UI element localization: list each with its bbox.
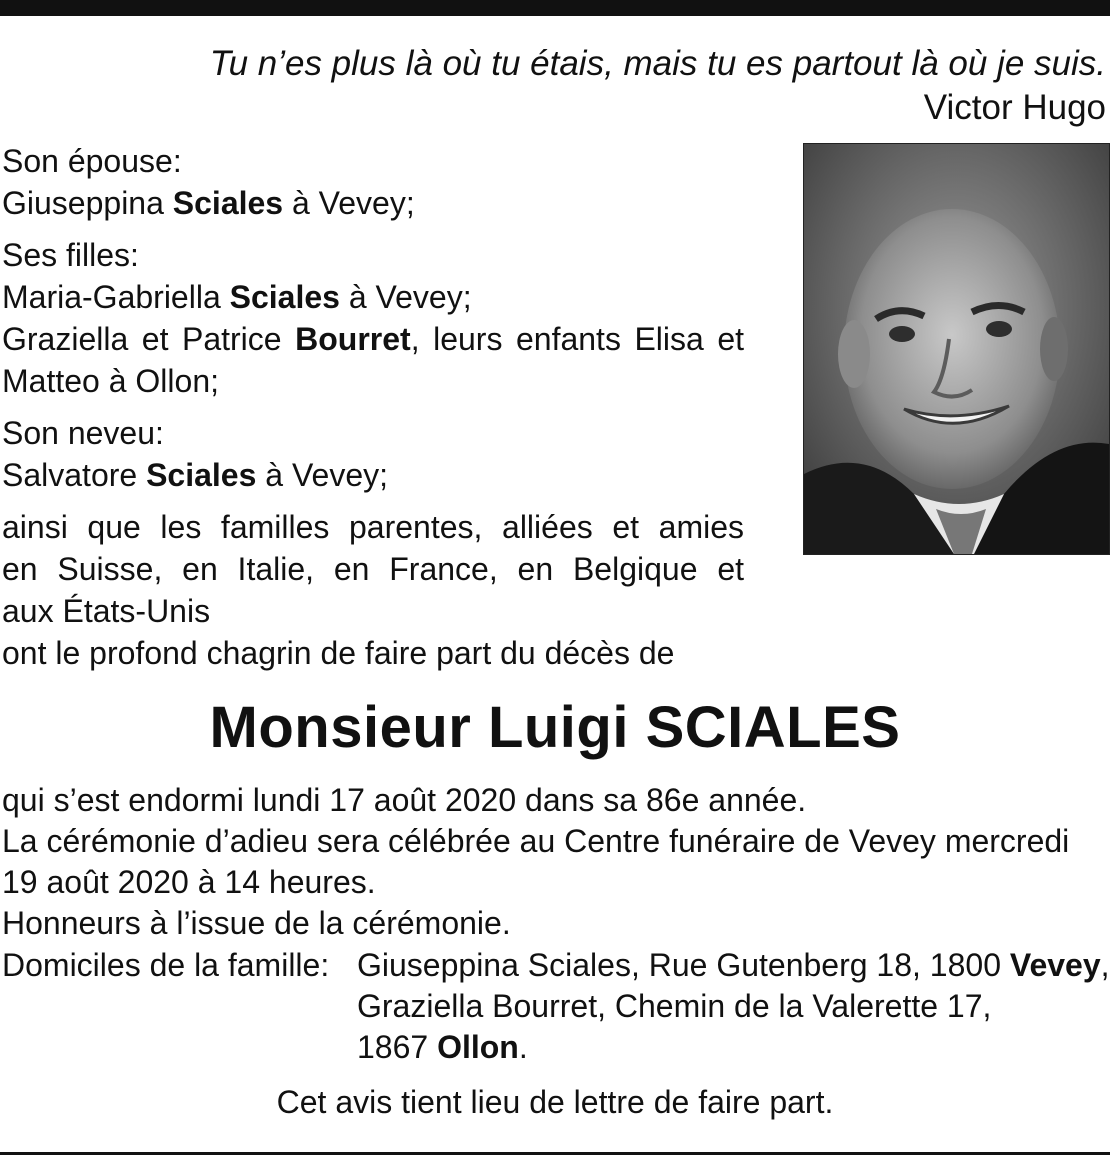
spouse-group [2, 140, 744, 224]
announce-line: ont le profond chagrin de faire part du décès de [2, 635, 675, 671]
nephew-first: Salvatore [2, 457, 138, 493]
address3-text: 1867 [357, 1029, 438, 1065]
details-line4: Honneurs à l’issue de la cérémonie. [2, 905, 511, 941]
deceased-name: Monsieur Luigi SCIALES [209, 695, 901, 760]
address-line1 [357, 945, 1110, 986]
daughter2-last: Bourret [295, 321, 411, 357]
daughter2-line [2, 318, 744, 360]
quote-author: Victor Hugo [923, 88, 1106, 127]
details-line2: La cérémonie d’adieu sera célébrée au Centre funéraire de Vevey mercredi [2, 823, 1070, 859]
spouse-heading: Son épouse: [2, 143, 182, 179]
portrait-photo [803, 143, 1110, 555]
address-line3 [357, 1027, 1110, 1068]
families-line3: aux États-Unis [2, 593, 211, 629]
ceremony-details [2, 780, 1108, 944]
nephew-group [2, 412, 744, 496]
closing-note: Cet avis tient lieu de lettre de faire part. [276, 1084, 834, 1120]
domiciles-label: Domiciles de la famille: [2, 947, 330, 983]
bottom-rule [0, 1152, 1110, 1155]
address1-city: Vevey [1009, 947, 1101, 983]
daughter1-place: à Vevey; [348, 279, 472, 315]
address-line2: Graziella Bourret, Chemin de la Valerette 17, [357, 988, 992, 1024]
address1-end: , [1100, 947, 1110, 983]
daughter2-line2: Matteo à Ollon; [2, 363, 219, 399]
portrait-icon [804, 144, 1109, 554]
quote-text: Tu n’es plus là où tu étais, mais tu es partout là où je suis. [209, 44, 1106, 83]
daughter1-last: Sciales [229, 279, 340, 315]
spouse-line [2, 182, 744, 224]
address3-city: Ollon [437, 1029, 519, 1065]
daughter1-first: Maria-Gabriella [2, 279, 221, 315]
domiciles-addresses [357, 945, 1110, 1068]
daughter2-rest: , leurs enfants Elisa et [410, 321, 745, 357]
daughters-group [2, 234, 744, 402]
nephew-place: à Vevey; [265, 457, 389, 493]
address3-end: . [518, 1029, 528, 1065]
daughter1-line [2, 276, 744, 318]
families-group [2, 506, 744, 674]
daughters-heading: Ses filles: [2, 237, 139, 273]
nephew-heading: Son neveu: [2, 415, 164, 451]
nephew-last: Sciales [146, 457, 257, 493]
spouse-last: Sciales [172, 185, 284, 221]
daughter2-first: Graziella et Patrice [2, 321, 282, 357]
families-line2: en Suisse, en Italie, en France, en Belgique et [2, 551, 744, 587]
spouse-place: à Vevey; [291, 185, 415, 221]
nephew-line [2, 454, 744, 496]
epigraph [210, 42, 1106, 130]
top-rule [0, 0, 1110, 16]
address1-text: Giuseppina Sciales, Rue Gutenberg 18, 1800 [357, 947, 1010, 983]
spouse-first: Giuseppina [2, 185, 164, 221]
family-list [2, 140, 744, 674]
families-line1: ainsi que les familles parentes, alliées et amies [2, 509, 744, 545]
details-line1: qui s’est endormi lundi 17 août 2020 dans sa 86e année. [2, 782, 807, 818]
details-line3: 19 août 2020 à 14 heures. [2, 864, 376, 900]
